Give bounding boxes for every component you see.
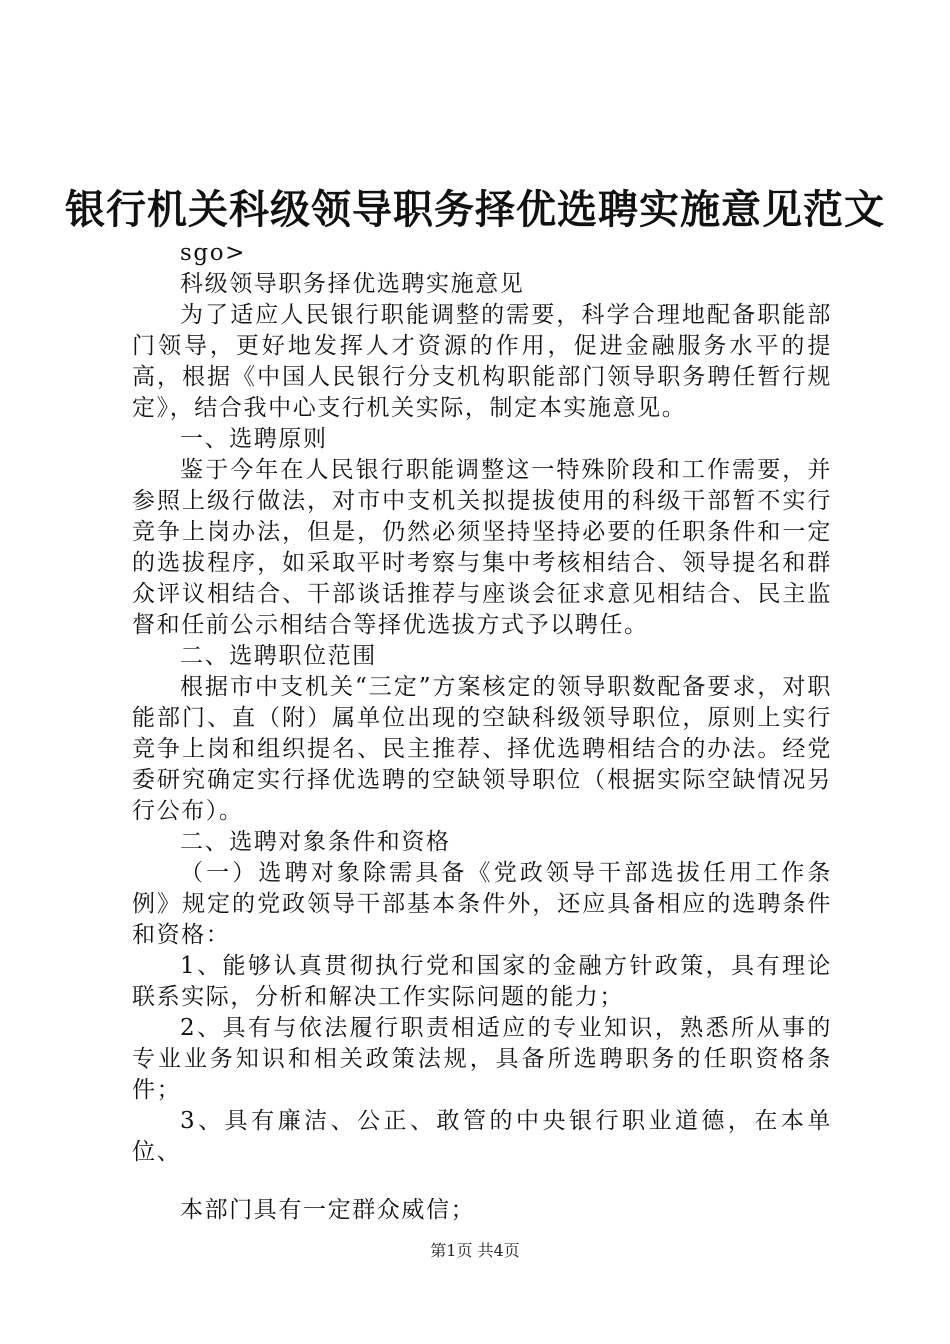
page-number-footer: 第1页 共4页: [430, 1241, 520, 1260]
paragraph-scope: 根据市中支机关“三定”方案核定的领导职数配备要求，对职能部门、直（附）属单位出现的空缺科级领导职位，原则上实行竞争上岗和组织提名、民主推荐、择优选聘相结合的办法。经党委研究确定实行择优选聘的空缺领导职位（根据实际空缺情况另行公布）。: [132, 674, 832, 824]
list-item-3: 3、具有廉洁、公正、敢管的中央银行职业道德，在本单位、: [132, 1108, 832, 1165]
list-item-1: 1、能够认真贯彻执行党和国家的金融方针政策，具有理论联系实际，分析和解决工作实际问题的能力；: [132, 953, 832, 1010]
paragraph-principles: 鉴于今年在人民银行职能调整这一特殊阶段和工作需要，并参照上级行做法，对市中支机关拟提拔使用的科级干部暂不实行竞争上岗办法，但是，仍然必须坚持坚持必要的任职条件和一定的选拔程序，如采取平时考察与集中考核相结合、领导提名和群众评议相结合、干部谈话推荐与座谈会征求意见相结合、民主监督和任前公示相结合等择优选拔方式予以聘任。: [132, 457, 832, 638]
list-item-2: 2、具有与依法履行职责相适应的专业知识，熟悉所从事的专业业务知识和相关政策法规，具备所选聘职务的任职资格条件；: [132, 1015, 832, 1103]
paragraph-qualifications-intro: （一）选聘对象除需具备《党政领导干部选拔任用工作条例》规定的党政领导干部基本条件外，还应具备相应的选聘条件和资格：: [132, 860, 832, 948]
list-item-3-continued: 本部门具有一定群众威信；: [180, 1197, 476, 1223]
document-title: 银行机关科级领导职务择优选聘实施意见范文: [65, 187, 885, 233]
section-heading-principles: 一、选聘原则: [180, 426, 328, 452]
paragraph-gap: [132, 1168, 832, 1195]
document-body: [132, 238, 832, 1226]
section-heading-qualifications: 二、选聘对象条件和资格: [180, 829, 451, 855]
paragraph-subtitle: 科级领导职务择优选聘实施意见: [180, 271, 525, 297]
paragraph-code: sgo>: [180, 240, 247, 266]
paragraph-intro: 为了适应人民银行职能调整的需要，科学合理地配备职能部门领导，更好地发挥人才资源的作用，促进金融服务水平的提高，根据《中国人民银行分支机构职能部门领导职务聘任暂行规定》，结合我中心支行机关实际，制定本实施意见。: [132, 302, 832, 421]
section-heading-scope: 二、选聘职位范围: [180, 643, 377, 669]
